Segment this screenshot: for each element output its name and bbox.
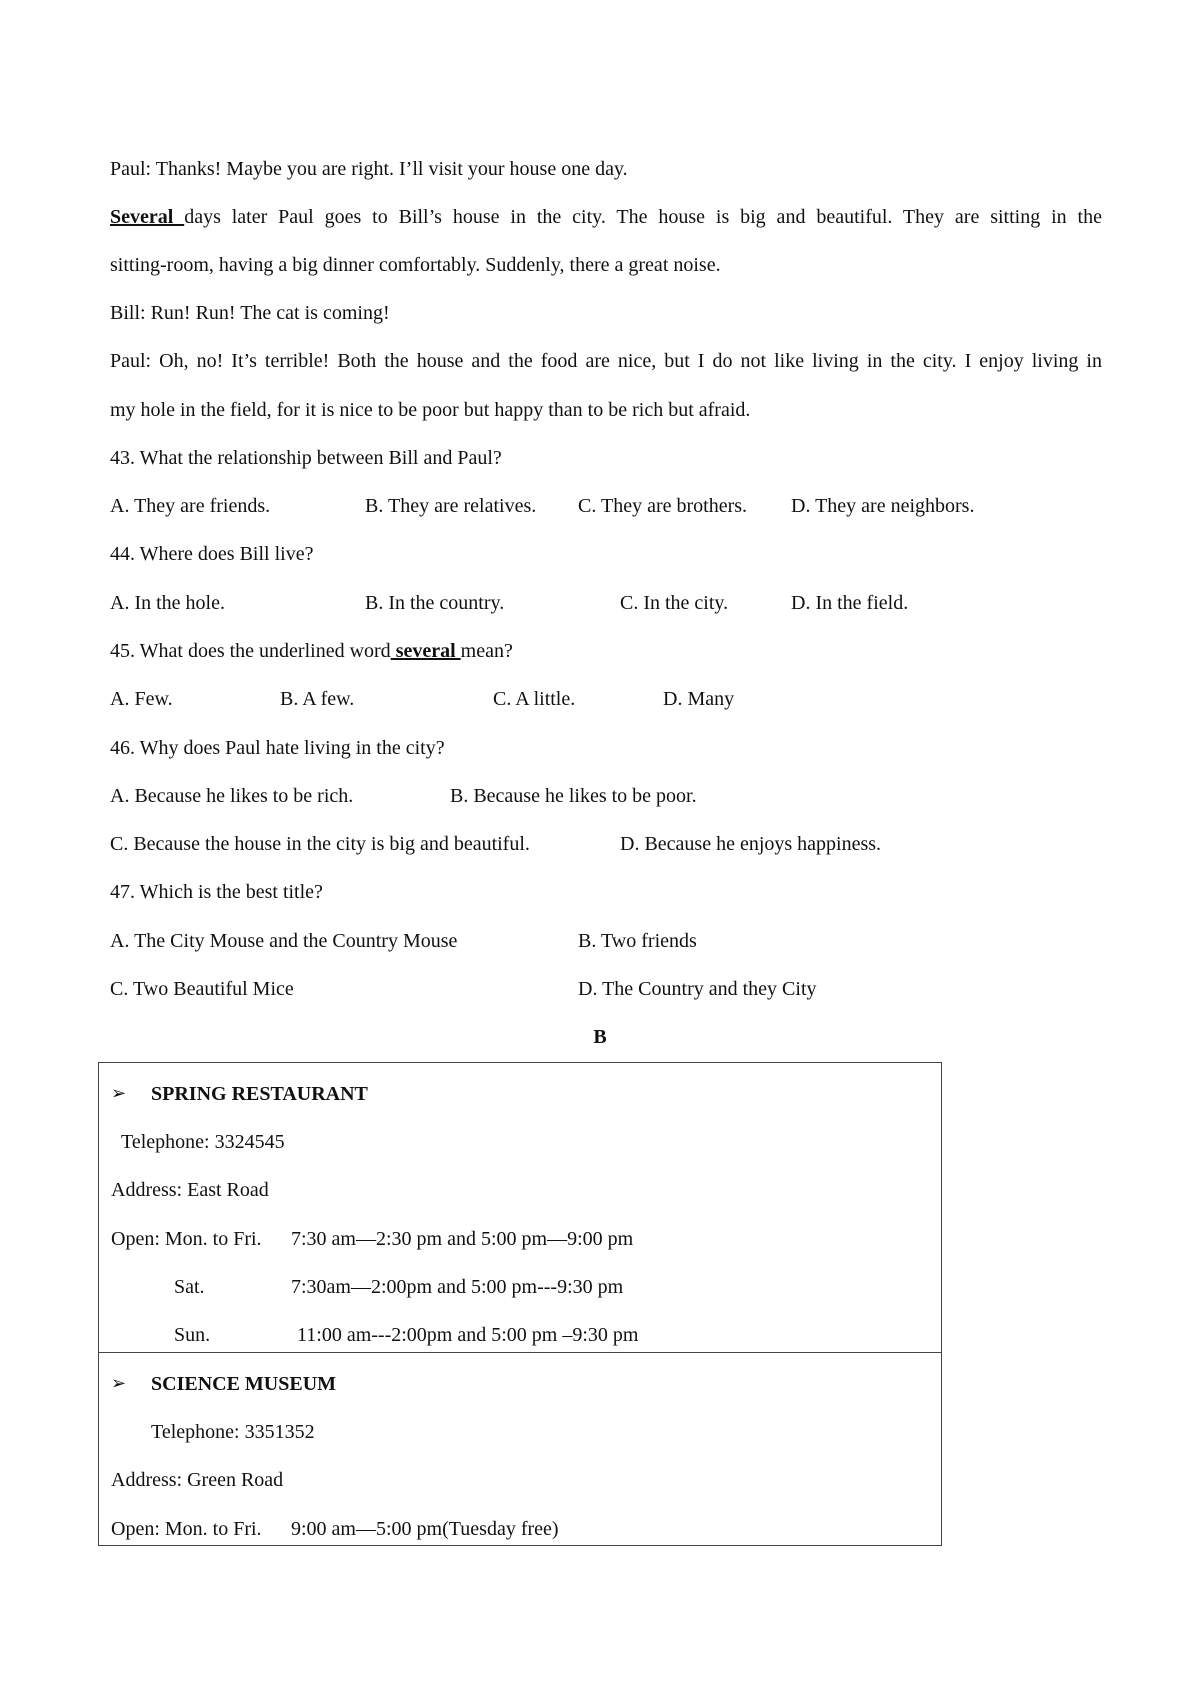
option-47-d: D. The Country and they City [578, 978, 817, 1000]
underlined-word-several: Several [110, 206, 185, 228]
option-45-a: A. Few. [110, 688, 173, 710]
passage-line: my hole in the field, for it is nice to be poor but happy than to be rich but afraid. [110, 399, 751, 421]
restaurant-sun-label: Sun. [174, 1324, 211, 1346]
option-46-c: C. Because the house in the city is big and beautiful. [110, 833, 530, 855]
option-43-a: A. They are friends. [110, 495, 271, 517]
museum-name: SCIENCE MUSEUM [151, 1373, 337, 1395]
option-44-c: C. In the city. [620, 592, 729, 614]
restaurant-sat-label: Sat. [174, 1276, 205, 1298]
underlined-word-several: several [390, 640, 461, 662]
restaurant-info-box [98, 1062, 942, 1353]
option-46-a: A. Because he likes to be rich. [110, 785, 354, 807]
option-43-d: D. They are neighbors. [791, 495, 975, 517]
restaurant-hours-sun: 11:00 am---2:00pm and 5:00 pm –9:30 pm [297, 1324, 639, 1346]
option-44-d: D. In the field. [791, 592, 909, 614]
question-45-text-end: mean? [460, 640, 513, 662]
passage-line: Bill: Run! Run! The cat is coming! [110, 302, 390, 324]
option-43-b: B. They are relatives. [365, 495, 537, 517]
question-46: 46. Why does Paul hate living in the city? [110, 737, 445, 759]
arrowhead-bullet-icon: ➢ [111, 1373, 127, 1394]
museum-address: Address: Green Road [111, 1469, 284, 1491]
question-47: 47. Which is the best title? [110, 881, 323, 903]
question-45 [110, 638, 513, 664]
restaurant-telephone: Telephone: 3324545 [121, 1131, 285, 1153]
option-47-b: B. Two friends [578, 930, 697, 952]
option-44-b: B. In the country. [365, 592, 505, 614]
passage-line: sitting-room, having a big dinner comfortably. Suddenly, there a great noise. [110, 254, 721, 276]
option-43-c: C. They are brothers. [578, 495, 748, 517]
passage-text: days later Paul goes to Bill’s house in the city. The house is big and beautiful. They are sitting in the [184, 206, 1102, 228]
restaurant-hours-weekday: 7:30 am—2:30 pm and 5:00 pm—9:00 pm [291, 1228, 634, 1250]
option-47-c: C. Two Beautiful Mice [110, 978, 294, 1000]
question-43: 43. What the relationship between Bill and Paul? [110, 447, 502, 469]
option-46-d: D. Because he enjoys happiness. [620, 833, 882, 855]
option-47-a: A. The City Mouse and the Country Mouse [110, 930, 458, 952]
museum-telephone: Telephone: 3351352 [151, 1421, 315, 1443]
section-label: B [593, 1026, 607, 1048]
restaurant-name: SPRING RESTAURANT [151, 1083, 368, 1105]
passage-line: Paul: Oh, no! It’s terrible! Both the house and the food are nice, but I do not like living in the city. I enjoy living in [110, 350, 1102, 372]
restaurant-hours-sat: 7:30am—2:00pm and 5:00 pm---9:30 pm [291, 1276, 624, 1298]
museum-hours-weekday: 9:00 am—5:00 pm(Tuesday free) [291, 1518, 559, 1540]
passage-line: Paul: Thanks! Maybe you are right. I’ll visit your house one day. [110, 158, 628, 180]
option-45-b: B. A few. [280, 688, 355, 710]
restaurant-address: Address: East Road [111, 1179, 269, 1201]
option-45-d: D. Many [663, 688, 735, 710]
arrowhead-bullet-icon: ➢ [111, 1083, 127, 1104]
question-44: 44. Where does Bill live? [110, 543, 314, 565]
passage-paragraph [110, 204, 1102, 230]
museum-info-box [98, 1352, 942, 1546]
museum-open-label: Open: Mon. to Fri. [111, 1518, 262, 1540]
question-45-text: 45. What does the underlined word [110, 640, 391, 662]
restaurant-open-label: Open: Mon. to Fri. [111, 1228, 262, 1250]
option-46-b: B. Because he likes to be poor. [450, 785, 697, 807]
option-45-c: C. A little. [493, 688, 576, 710]
option-44-a: A. In the hole. [110, 592, 225, 614]
